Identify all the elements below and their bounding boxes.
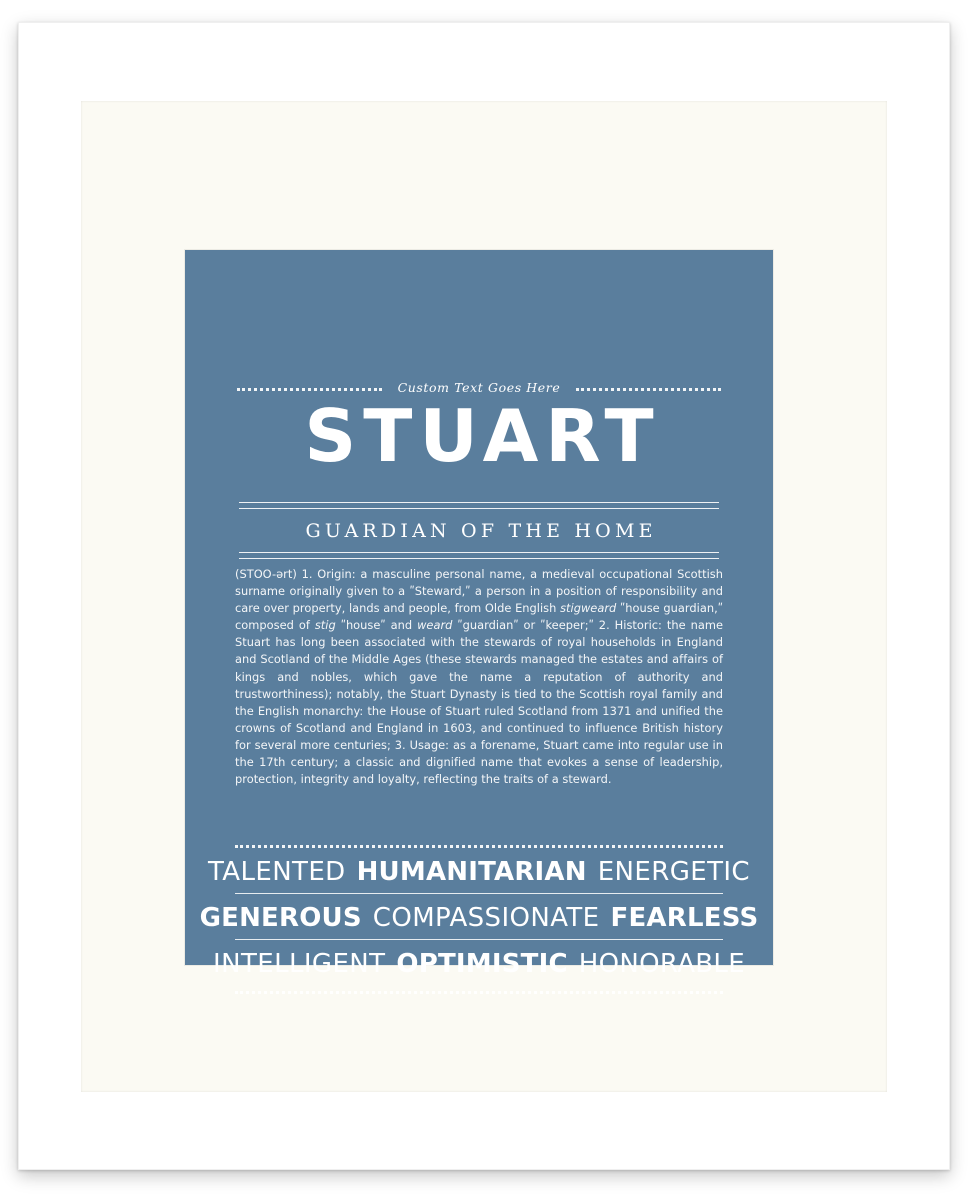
definition-italic-3: weard [417,618,453,633]
dotted-rule-left [237,385,382,391]
double-rule-top [239,502,719,509]
traits-row [213,949,745,979]
definition-part-2: ʺhouse guardian,ʺ composed of [235,601,723,633]
trait-word: ENERGETIC [597,857,750,887]
dotted-rule-traits-bottom [235,988,723,994]
trait-word: GENEROUS [199,903,362,933]
dotted-rule-right [576,385,721,391]
traits-block [199,842,759,994]
name-art-poster [185,250,773,979]
trait-word: OPTIMISTIC [396,949,568,979]
custom-text: Custom Text Goes Here [397,379,561,395]
definition-italic-1: stigweard [560,601,617,616]
trait-word: INTELLIGENT [213,949,386,979]
trait-word: HONORABLE [578,949,745,979]
definition-italic-2: stig [314,618,336,633]
meaning-block [239,502,719,559]
definition-text [235,566,723,788]
trait-word: HUMANITARIAN [356,857,587,887]
name-meaning: GUARDIAN OF THE HOME [305,520,657,542]
picture-frame [18,22,950,1170]
definition-part-1: (STOO-ərt) 1. Origin: a masculine personal name, a medieval occupational Scottish surname originally given to a ʺSteward,ʺ a person in a position of responsibility and care over property, lands and people, from Olde English [235,567,723,616]
double-rule-bottom [239,552,719,559]
frame-mat [81,101,887,1092]
trait-word: TALENTED [208,857,346,887]
traits-row [199,903,759,940]
trait-word: FEARLESS [610,903,759,933]
traits-row [208,857,750,894]
trait-word: COMPASSIONATE [372,903,600,933]
definition-part-3: ʺhouseʺ and [335,618,418,633]
dotted-rule-traits-top [235,842,723,848]
name-title: STUART [304,394,661,478]
definition-part-4: ʺguardianʺ or ʺkeeper;ʺ 2. Historic: the name Stuart has long been associated with the stewards of royal households in England and Scotland of the Middle Ages (these stewards managed the estates and affairs of kings and nobles, which gave the name a reputation of authority and trustworthiness); notably, the Stuart Dynasty is tied to the Scottish royal family and the English monarchy: the House of Stuart ruled Scotland from 1371 and unified the crowns of Scotland and England in 1603, and continued to influence British history for several more centuries; 3. Usage: as a forename, Stuart came into regular use in the 17th century; a classic and dignified name that evokes a sense of leadership, protection, integrity and loyalty, reflecting the traits of a steward. [235,618,723,787]
